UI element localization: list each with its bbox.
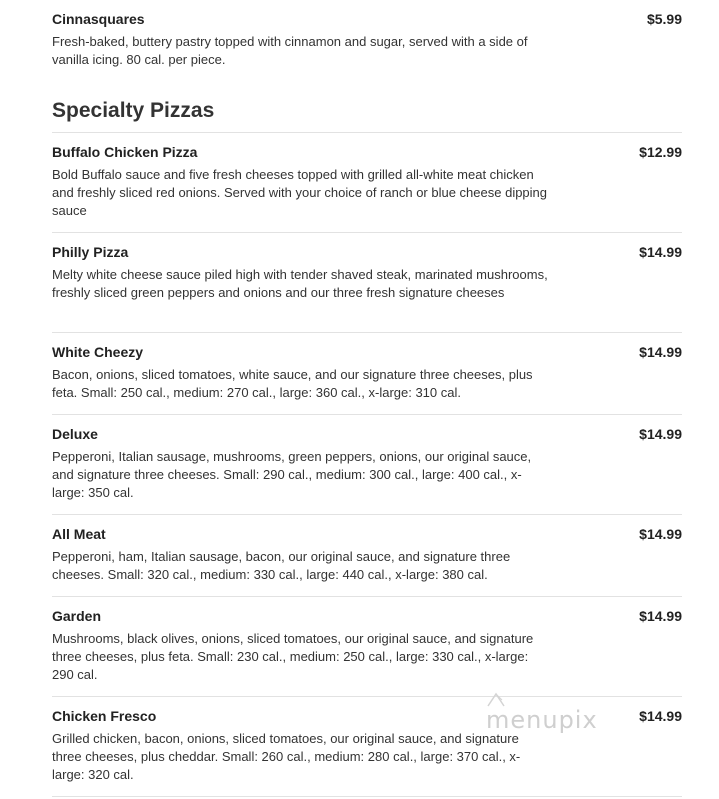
menu-item	[52, 243, 682, 302]
menu-item-description: Bold Buffalo sauce and five fresh cheeses topped with grilled all-white meat chicken and freshly sliced red onions. Served with your choice of ranch or blue cheese dipping sauce	[52, 167, 548, 218]
menu-item	[52, 425, 682, 502]
menu-item-description: Pepperoni, Italian sausage, mushrooms, green peppers, onions, our original sauce, and signature three cheeses. Small: 290 cal., medium: 300 cal., large: 400 cal., x-large: 350 cal.	[52, 449, 532, 500]
menu-item-name: Philly Pizza	[52, 244, 129, 260]
menu-item-price: $14.99	[639, 426, 682, 442]
menu-item-description: Bacon, onions, sliced tomatoes, white sauce, and our signature three cheeses, plus feta. Small: 250 cal., medium: 270 cal., large: 360 cal., x-large: 310 cal.	[52, 367, 533, 400]
divider	[52, 414, 682, 415]
menu-item-description: Fresh-baked, buttery pastry topped with cinnamon and sugar, served with a side of vanilla icing. 80 cal. per piece.	[52, 34, 528, 67]
menu-item-header	[52, 10, 682, 30]
menu-item-price: $14.99	[639, 708, 682, 724]
menu-item-price: $14.99	[639, 608, 682, 624]
menu-item-header	[52, 425, 682, 445]
divider	[52, 232, 682, 233]
menupix-watermark	[458, 690, 598, 734]
menu-item	[52, 525, 682, 584]
menu-item-description: Pepperoni, ham, Italian sausage, bacon, our original sauce, and signature three cheeses. Small: 320 cal., medium: 330 cal., large: 440 cal., x-large: 380 cal.	[52, 549, 511, 582]
menu-item-header	[52, 143, 682, 163]
menu-item-name: Cinnasquares	[52, 11, 145, 27]
menu-item-description: Grilled chicken, bacon, onions, sliced tomatoes, our original sauce, and signature three cheeses, plus cheddar. Small: 260 cal., medium: 280 cal., large: 370 cal., x-large: 320 cal.	[52, 731, 521, 782]
menu-item-price: $14.99	[639, 526, 682, 542]
divider	[52, 132, 682, 133]
menu-item-name: All Meat	[52, 526, 106, 542]
menu-item	[52, 10, 682, 69]
watermark-text: menupix	[486, 706, 598, 734]
menu-item-price: $5.99	[646, 11, 682, 27]
menu-item-name: Buffalo Chicken Pizza	[52, 144, 198, 160]
divider	[52, 514, 682, 515]
menu-item-price: $14.99	[639, 244, 682, 260]
menu-item-description: Melty white cheese sauce piled high with tender shaved steak, marinated mushrooms, freshly sliced green peppers and onions and our three fresh signature cheeses	[52, 267, 548, 300]
menu-item-name: Deluxe	[52, 426, 98, 442]
menu-item-header	[52, 343, 682, 363]
menu-item-name: Garden	[52, 608, 102, 624]
menu-item-name: White Cheezy	[52, 344, 144, 360]
divider	[52, 332, 682, 333]
menu-item	[52, 343, 682, 402]
menu-item-header	[52, 243, 682, 263]
menu-item	[52, 607, 682, 684]
divider	[52, 596, 682, 597]
menu-item-header	[52, 607, 682, 627]
menu-item-header	[52, 525, 682, 545]
menu-item-price: $14.99	[639, 344, 682, 360]
section-title: Specialty Pizzas	[52, 99, 215, 122]
menu-item-name: Chicken Fresco	[52, 708, 157, 724]
menu-item-price: $12.99	[639, 144, 682, 160]
menu-item-description: Mushrooms, black olives, onions, sliced tomatoes, our original sauce, and signature three cheeses, plus feta. Small: 230 cal., medium: 250 cal., large: 330 cal., x-large: 290 cal.	[52, 631, 534, 682]
divider	[52, 796, 682, 797]
menu-item	[52, 143, 682, 220]
